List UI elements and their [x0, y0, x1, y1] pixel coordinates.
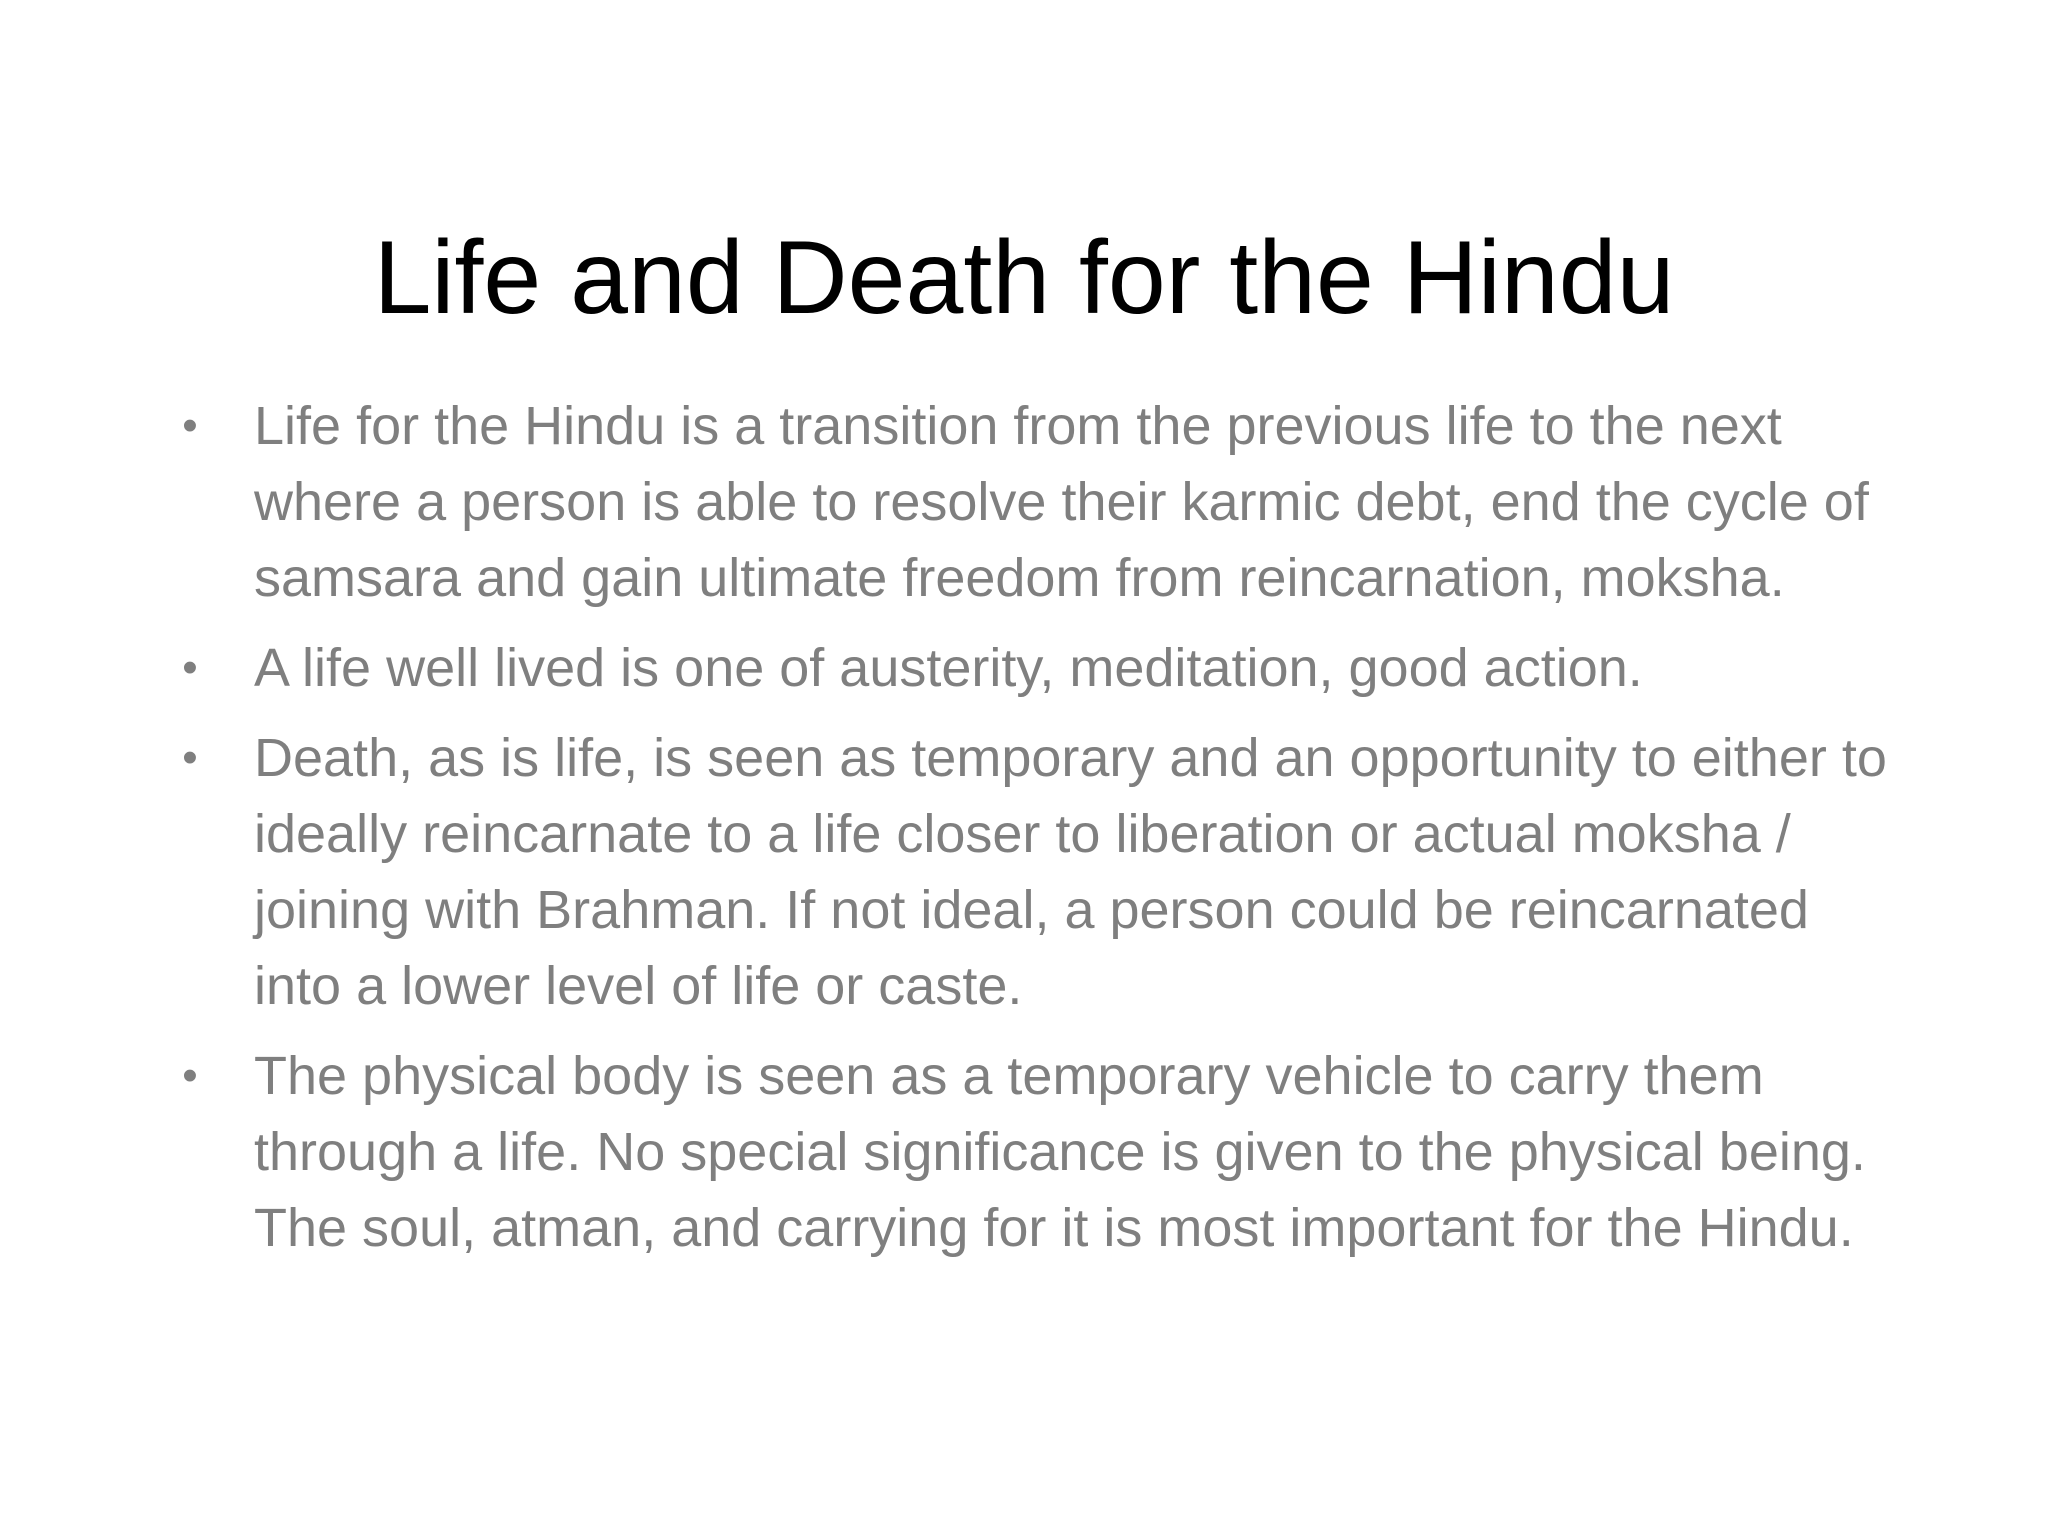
bullet-icon: • [182, 733, 198, 782]
bullet-icon: • [182, 1051, 198, 1100]
bullet-text: Death, as is life, is seen as temporary and an opportunity to either to ideally reincarnate to a life closer to liberation or actual moksha / joining with Brahman. If not ideal, a person could be reincarnated into a lower level of life or caste. [254, 728, 1887, 1016]
bullet-item [170, 1038, 1900, 1266]
bullet-text: The physical body is seen as a temporary vehicle to carry them through a life. No special significance is given to the physical being. The soul, atman, and carrying for it is most important for the Hindu. [254, 1046, 1866, 1258]
slide-title: Life and Death for the Hindu [373, 220, 1675, 336]
bullet-icon: • [182, 643, 198, 692]
bullet-icon: • [182, 401, 198, 450]
bullet-item [170, 630, 1900, 706]
bullet-text: Life for the Hindu is a transition from the previous life to the next where a person is able to resolve their karmic debt, end the cycle of samsara and gain ultimate freedom from reincarnation, moksha. [254, 396, 1869, 608]
bullet-item [170, 720, 1900, 1024]
bullet-list [170, 388, 1900, 1280]
bullet-item [170, 388, 1900, 616]
bullet-text: A life well lived is one of austerity, meditation, good action. [254, 638, 1643, 698]
